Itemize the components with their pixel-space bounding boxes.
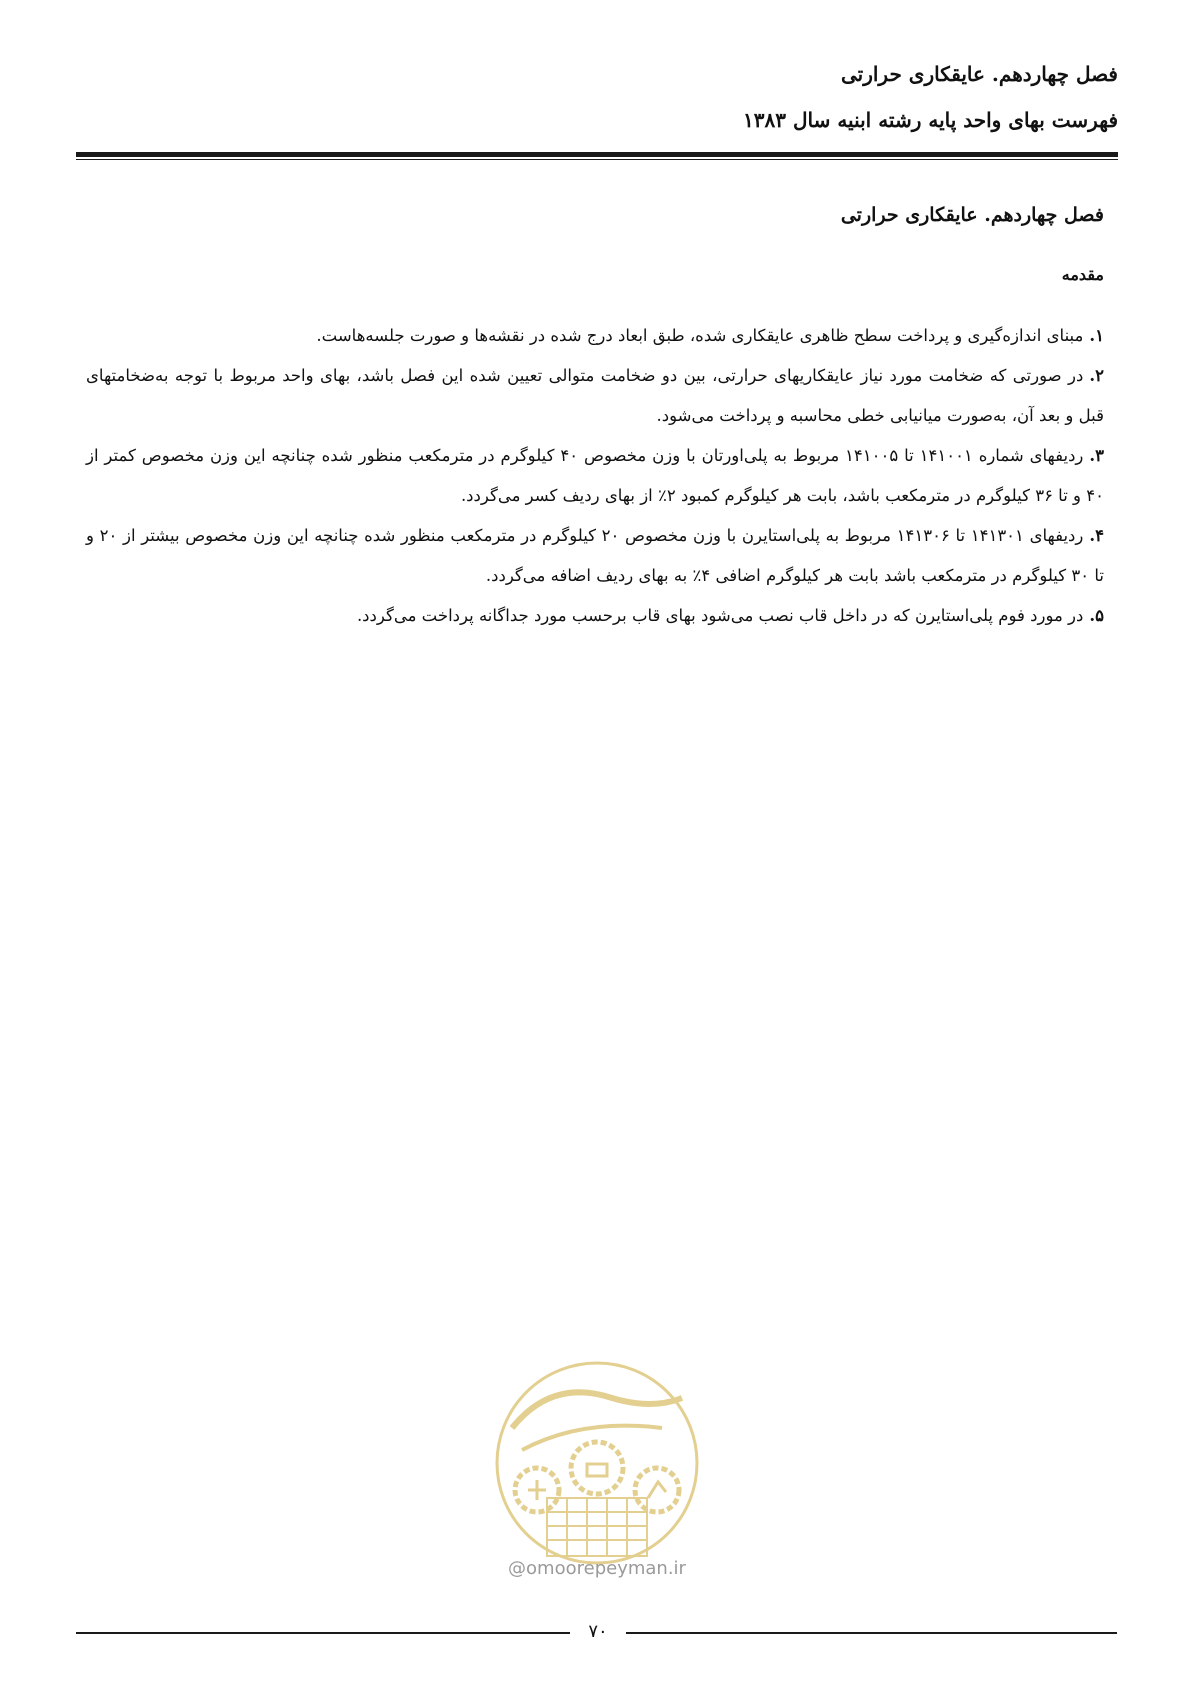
header-chapter: فصل چهاردهم. عایقکاری حرارتی xyxy=(840,62,1118,86)
item-number: ۴. xyxy=(1089,526,1104,545)
item-text: مبنای اندازه‌گیری و پرداخت سطح ظاهری عایقکاری شده، طبق ابعاد درج شده در نقشه‌ها و صورت جلسه‌هاست. xyxy=(316,326,1084,345)
page-content xyxy=(86,200,1104,636)
list-item xyxy=(86,596,1104,636)
footer-divider-left xyxy=(76,1632,570,1634)
page-number: ۷۰ xyxy=(588,1621,608,1642)
list-item xyxy=(86,356,1104,436)
header-subtitle: فهرست بهای واحد پایه رشته ابنیه سال ۱۳۸۳ xyxy=(743,108,1118,132)
item-number: ۲. xyxy=(1089,366,1104,385)
item-text: در صورتی که ضخامت مورد نیاز عایقکاریهای حرارتی، بین دو ضخامت متوالی تعیین شده این فصل باشد، بهای واحد مربوط با توجه به‌ضخامتهای قبل و بعد آن، به‌صورت میانیابی خطی محاسبه و پرداخت می‌شود. xyxy=(86,366,1104,425)
item-number: ۱. xyxy=(1089,326,1104,345)
item-text: در مورد فوم پلی‌استایرن که در داخل قاب نصب می‌شود بهای قاب برحسب مورد جداگانه پرداخت می‌گردد. xyxy=(356,606,1084,625)
watermark-caption: @omoorepeyman.ir xyxy=(508,1558,686,1579)
list-item xyxy=(86,436,1104,516)
intro-title: مقدمه xyxy=(1061,265,1104,284)
header-divider xyxy=(76,152,1118,157)
list-item xyxy=(86,516,1104,596)
item-text: ردیفهای ۱۴۱۳۰۱ تا ۱۴۱۳۰۶ مربوط به پلی‌استایرن با وزن مخصوص ۲۰ کیلوگرم در مترمکعب منظور شده چنانچه این وزن مخصوص بیشتر از ۲۰ و تا ۳۰ کیلوگرم در مترمکعب باشد بابت هر کیلوگرم اضافی ۴٪ به بهای ردیف اضافه می‌گردد. xyxy=(86,526,1104,585)
header-divider-thin xyxy=(76,159,1118,160)
page-header xyxy=(72,58,1118,136)
watermark-seal-icon xyxy=(492,1358,702,1568)
footer-divider-right xyxy=(626,1632,1117,1634)
clause-list xyxy=(86,316,1104,636)
chapter-title: فصل چهاردهم. عایقکاری حرارتی xyxy=(840,204,1104,226)
item-text: ردیفهای شماره ۱۴۱۰۰۱ تا ۱۴۱۰۰۵ مربوط به پلی‌اورتان با وزن مخصوص ۴۰ کیلوگرم در مترمکعب منظور شده چنانچه این وزن مخصوص کمتر از ۴۰ و تا ۳۶ کیلوگرم در مترمکعب باشد، بابت هر کیلوگرم کمبود ۲٪ از بهای ردیف کسر می‌گردد. xyxy=(86,446,1104,505)
item-number: ۵. xyxy=(1089,606,1104,625)
item-number: ۳. xyxy=(1089,446,1105,465)
list-item xyxy=(86,316,1104,356)
